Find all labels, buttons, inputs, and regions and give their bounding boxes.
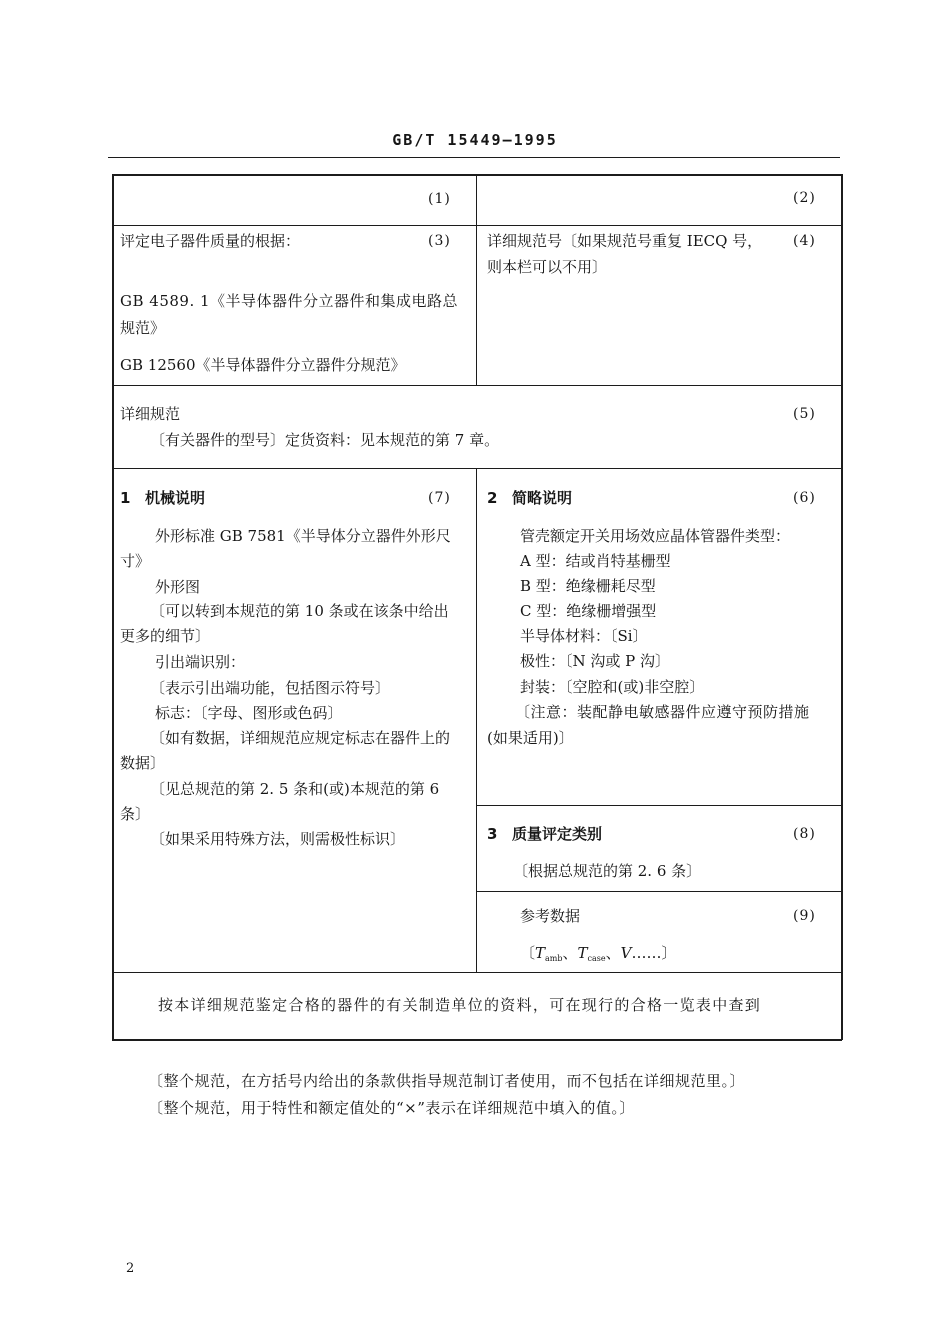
table-border-bottom bbox=[112, 1039, 842, 1041]
box-7-line: 条〕 bbox=[120, 805, 151, 823]
box-3-line: 规范》 bbox=[120, 319, 166, 337]
box-4-line: 则本栏可以不用〕 bbox=[487, 258, 608, 276]
box-9-ref: (9) bbox=[793, 908, 816, 924]
box-5-heading: 详细规范 bbox=[120, 405, 181, 423]
separator: 、 bbox=[562, 944, 578, 962]
subscript-case: case bbox=[587, 954, 606, 963]
box-7-ref: (7) bbox=[428, 490, 451, 506]
box-1-ref: (1) bbox=[428, 191, 451, 207]
box-7-line: 〔如果采用特殊方法，则需极性标识〕 bbox=[150, 830, 406, 848]
box-3-line: GB 12560《半导体器件分立器件分规范》 bbox=[120, 356, 406, 374]
box-5-ref: (5) bbox=[793, 406, 816, 422]
box-7-line: 数据〕 bbox=[120, 754, 166, 772]
row-divider-4 bbox=[112, 972, 842, 973]
box-6-line: 管壳额定开关用场效应晶体管器件类型： bbox=[520, 527, 791, 545]
separator: 、 bbox=[605, 944, 621, 962]
box-3-ref: (3) bbox=[428, 233, 451, 249]
box-6-line: C 型：绝缘栅增强型 bbox=[520, 602, 657, 620]
box-8-ref: (8) bbox=[793, 826, 816, 842]
standard-code-header: GB/T 15449—1995 bbox=[392, 131, 558, 149]
manufacturer-info-text: 按本详细规范鉴定合格的器件的有关制造单位的资料，可在现行的合格一览表中查到 bbox=[158, 996, 762, 1014]
right-cell-divider-1 bbox=[476, 805, 842, 806]
symbol-t: T bbox=[535, 944, 546, 962]
box-7-line: 引出端识别： bbox=[155, 653, 246, 671]
symbol-t: T bbox=[577, 944, 588, 962]
box-5-line: 〔有关器件的型号〕定货资料：见本规范的第 7 章。 bbox=[150, 431, 500, 449]
box-3-line: GB 4589. 1《半导体器件分立器件和集成电路总 bbox=[120, 292, 459, 310]
box-3-heading: 评定电子器件质量的根据： bbox=[120, 232, 301, 250]
box-6-line: 〔注意：装配静电敏感器件应遵守预防措施 bbox=[515, 703, 810, 721]
box-9-heading: 参考数据 bbox=[520, 907, 581, 925]
box-7-line: 〔如有数据，详细规范应规定标志在器件上的 bbox=[150, 729, 451, 747]
box-7-line: 更多的细节〕 bbox=[120, 627, 211, 645]
subscript-amb: amb bbox=[545, 954, 563, 963]
box-6-line: 半导体材料：〔Si〕 bbox=[520, 627, 648, 645]
box-4-ref: (4) bbox=[793, 233, 816, 249]
box-8-heading: 质量评定类别 bbox=[512, 825, 603, 843]
box-6-line: B 型：绝缘栅耗尽型 bbox=[520, 577, 656, 595]
table-border-right bbox=[841, 174, 843, 1040]
note: 〔整个规范，在方括号内给出的条款供指导规范制订者使用，而不包括在详细规范里。〕 bbox=[148, 1072, 746, 1090]
box-8-number: 3 bbox=[487, 825, 498, 843]
table-border-left bbox=[112, 174, 114, 1040]
right-cell-divider-2 bbox=[476, 891, 842, 892]
reference-data-symbols bbox=[520, 944, 677, 968]
symbol-v: V bbox=[620, 944, 632, 962]
bracket-open: 〔 bbox=[520, 944, 536, 962]
box-7-line: 〔可以转到本规范的第 10 条或在该条中给出 bbox=[150, 602, 449, 620]
box-7-line: 〔表示引出端功能，包括图示符号〕 bbox=[150, 679, 391, 697]
ellipsis-close: ……〕 bbox=[631, 944, 677, 962]
box-6-ref: (6) bbox=[793, 490, 816, 506]
box-7-line: 标志：〔字母、图形或色码〕 bbox=[155, 704, 343, 722]
box-4-line: 详细规范号〔如果规范号重复 IECQ 号， bbox=[487, 232, 763, 250]
box-7-line: 〔见总规范的第 2. 5 条和(或)本规范的第 6 bbox=[150, 780, 440, 798]
column-divider-lower bbox=[476, 468, 477, 972]
box-6-line: 极性：〔N 沟或 P 沟〕 bbox=[520, 652, 671, 670]
box-8-line: 〔根据总规范的第 2. 6 条〕 bbox=[513, 862, 702, 880]
note: 〔整个规范，用于特性和额定值处的“×”表示在详细规范中填入的值。〕 bbox=[148, 1099, 635, 1117]
box-7-number: 1 bbox=[120, 489, 131, 507]
page-number: 2 bbox=[126, 1261, 135, 1276]
box-7-line: 外形标准 GB 7581《半导体分立器件外形尺 bbox=[155, 527, 451, 545]
box-7-heading: 机械说明 bbox=[145, 489, 206, 507]
box-6-heading: 简略说明 bbox=[512, 489, 573, 507]
box-6-number: 2 bbox=[487, 489, 498, 507]
column-divider-upper bbox=[476, 174, 477, 385]
box-6-line: (如果适用)〕 bbox=[487, 729, 574, 747]
box-6-line: A 型：结或肖特基栅型 bbox=[520, 552, 671, 570]
row-divider-2 bbox=[112, 385, 842, 386]
box-2-ref: (2) bbox=[793, 190, 816, 206]
box-6-line: 封装：〔空腔和(或)非空腔〕 bbox=[520, 678, 705, 696]
header-rule bbox=[108, 157, 840, 158]
box-7-line: 外形图 bbox=[155, 578, 201, 596]
box-7-line: 寸》 bbox=[120, 552, 151, 570]
